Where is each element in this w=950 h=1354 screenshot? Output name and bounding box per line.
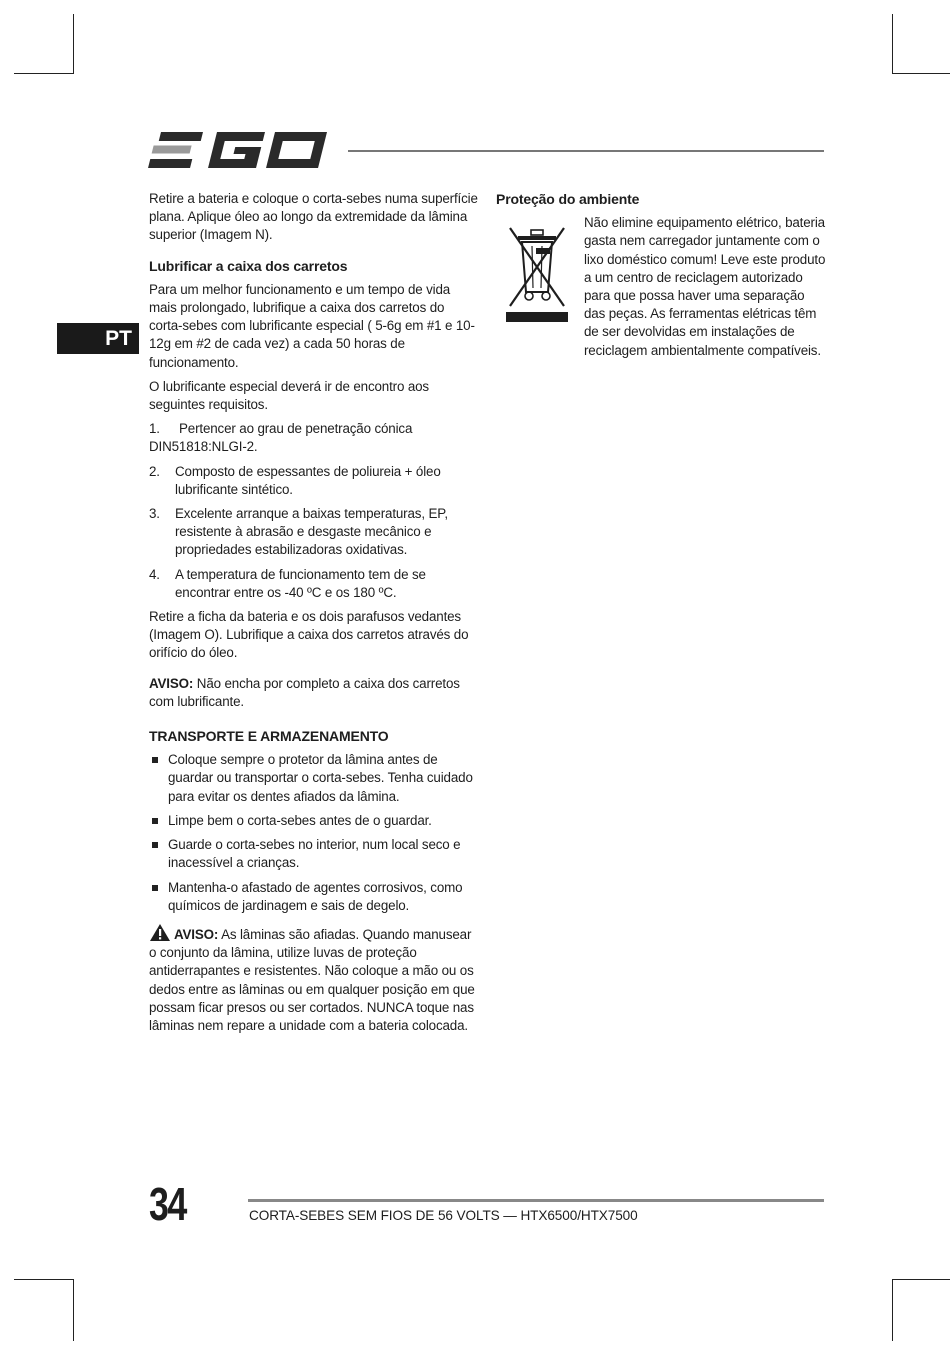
weee-symbol — [496, 214, 584, 354]
intro-paragraph: Retire a bateria e coloque o corta-sebes numa superfície plana. Aplique óleo ao longo da extremidade da lâmina superior (Imagem N). — [149, 191, 478, 243]
page-number: 34 — [149, 1178, 186, 1230]
transport-heading: TRANSPORTE E ARMAZENAMENTO — [149, 728, 389, 745]
list-item-text: Guarde o corta-sebes no interior, num local seco e inacessível a crianças. — [168, 837, 461, 871]
list-item — [149, 879, 481, 915]
crop-mark — [73, 1279, 74, 1341]
crop-mark — [14, 73, 74, 74]
requirement-number: 3. — [149, 506, 160, 522]
transport-list — [149, 751, 481, 915]
requirement-item — [149, 505, 481, 560]
list-item-text: Coloque sempre o protetor da lâmina antes de guardar ou transportar o corta-sebes. Tenha cuidado para evitar os dentes afiados da lâmina. — [168, 752, 473, 804]
warning-triangle-icon — [149, 923, 171, 942]
gear-paragraph-1: Para um melhor funcionamento e um tempo de vida mais prolongado, lubrifique a caixa dos carretos do corta-sebes com lubrificante especial ( 5-6g em #1 e 10-12g em #2 de cada vez) a cada 50 horas de funcionamento. — [149, 281, 475, 370]
language-tab: PT — [57, 323, 139, 354]
gear-paragraph-3: Retire a ficha da bateria e os dois parafusos vedantes (Imagem O). Lubrifique a caixa dos carretos através do orifício do óleo. — [149, 609, 469, 661]
list-item — [149, 751, 481, 806]
bullet-icon — [152, 885, 158, 891]
requirement-item — [149, 566, 481, 602]
footer-rule — [248, 1199, 824, 1202]
requirement-text: Composto de espessantes de poliureia + óleo lubrificante sintético. — [175, 463, 441, 497]
requirement-number: 4. — [149, 566, 160, 582]
crop-mark — [14, 1279, 74, 1280]
requirement-number: 1. — [149, 421, 160, 437]
requirement-text: A temperatura de funcionamento tem de se encontrar entre os -40 ºC e os 180 ºC. — [175, 566, 426, 600]
crop-mark — [892, 1279, 893, 1341]
requirement-text: Excelente arranque a baixas temperaturas, EP, resistente à abrasão e desgaste mecânico e propriedades estabilizadoras oxidativas. — [175, 506, 448, 558]
right-column — [496, 190, 826, 360]
list-item-text: Mantenha-o afastado de agentes corrosivos, como químicos de jardinagem e sais de degelo. — [168, 879, 463, 913]
list-item — [149, 812, 481, 830]
bullet-icon — [152, 757, 158, 763]
warning-label: AVISO: — [149, 675, 194, 691]
warning-gearbox — [149, 675, 481, 711]
left-column — [149, 190, 481, 1041]
warning-text: Não encha por completo a caixa dos carretos com lubrificante. — [149, 675, 460, 709]
requirement-item — [149, 420, 481, 456]
warning-label: AVISO: — [174, 926, 219, 942]
environment-block — [496, 214, 826, 360]
crop-mark — [892, 73, 950, 74]
gear-heading: Lubrificar a caixa dos carretos — [149, 257, 348, 274]
crop-mark — [73, 14, 74, 74]
bullet-icon — [152, 818, 158, 824]
list-item — [149, 836, 481, 872]
environment-text: Não elimine equipamento elétrico, bateria gasta nem carregador juntamente com o lixo doméstico comum! Leve este produto a um centro de reciclagem autorizado para que possa haver uma separação das peças. As ferramentas elétricas têm de ser devolvidas em instalações de reciclagem ambientalmente compatíveis. — [584, 215, 826, 358]
environment-heading: Proteção do ambiente — [496, 191, 640, 207]
crop-mark — [892, 14, 893, 74]
ego-logo — [148, 128, 332, 172]
bullet-icon — [152, 842, 158, 848]
footer-title: CORTA-SEBES SEM FIOS DE 56 VOLTS — HTX6500/HTX7500 — [249, 1208, 638, 1223]
warning-blades — [149, 923, 481, 1035]
requirement-text: Pertencer ao grau de penetração cónica DIN51818:NLGI-2. — [149, 421, 413, 455]
requirement-number: 2. — [149, 463, 160, 479]
requirement-item — [149, 463, 481, 499]
warning-text: As lâminas são afiadas. Quando manusear o conjunto da lâmina, utilize luvas de proteção antiderrapantes e resistentes. Não coloque a mão ou os dedos entre as lâminas ou em qualquer posição em que possam ficar presos ou ser cortados. NUNCA toque nas lâminas nem repare a unidade com a bateria colocada. — [149, 926, 475, 1033]
header-rule — [348, 150, 824, 152]
crop-mark — [892, 1279, 950, 1280]
list-item-text: Limpe bem o corta-sebes antes de o guardar. — [168, 812, 432, 828]
crossed-bin-icon — [496, 214, 576, 322]
gear-paragraph-2: O lubrificante especial deverá ir de encontro aos seguintes requisitos. — [149, 378, 429, 413]
